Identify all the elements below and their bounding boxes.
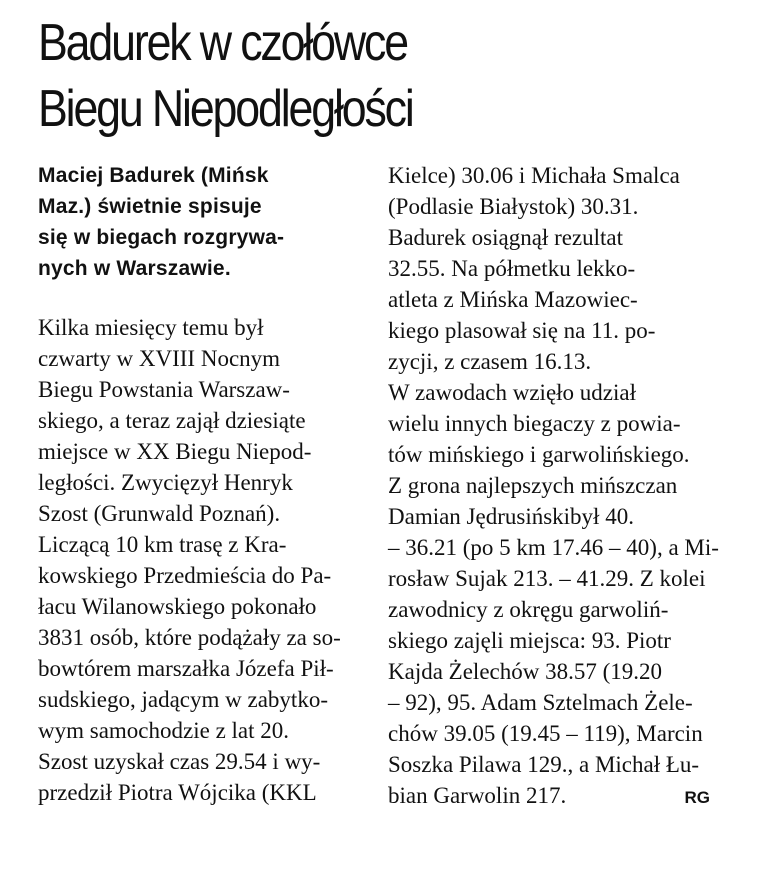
- body-line: Liczącą 10 km trasę z Kra-: [38, 532, 287, 557]
- body-line: – 36.21 (po 5 km 17.46 – 40), a Mi-: [388, 535, 719, 560]
- last-body-line: [388, 780, 710, 811]
- body-line: atleta z Mińska Mazowiec-: [388, 287, 638, 312]
- body-line: Badurek osiągnął rezultat: [388, 225, 624, 250]
- lead-paragraph: [38, 160, 358, 284]
- body-text-left: [38, 312, 358, 808]
- body-line: – 92), 95. Adam Sztelmach Żele-: [388, 690, 693, 715]
- headline: [38, 10, 640, 142]
- body-line: chów 39.05 (19.45 – 119), Marcin: [388, 721, 703, 746]
- lead-line: Maciej Badurek (Mińsk: [38, 164, 269, 187]
- body-line: przedził Piotra Wójcika (KKL: [38, 780, 317, 805]
- body-line: Biegu Powstania Warszaw-: [38, 377, 290, 402]
- author-signature: RG: [684, 788, 710, 807]
- body-line: zycji, z czasem 16.13.: [388, 349, 592, 374]
- body-line: tów mińskiego i garwolińskiego.: [388, 442, 690, 467]
- body-line: W zawodach wzięło udział: [388, 380, 636, 405]
- body-line: bowtórem marszałka Józefa Pił-: [38, 656, 334, 681]
- body-line: bian Garwolin 217.: [388, 783, 567, 808]
- body-line: czwarty w XVIII Nocnym: [38, 346, 281, 371]
- left-column: [38, 160, 358, 808]
- headline-line-2: Biegu Niepodległości: [38, 80, 413, 138]
- body-line: miejsce w XX Biegu Niepod-: [38, 439, 312, 464]
- body-line: rosław Sujak 213. – 41.29. Z kolei: [388, 566, 706, 591]
- body-line: sudskiego, jadącym w zabytko-: [38, 687, 328, 712]
- lead-line: Maz.) świetnie spisuje: [38, 195, 262, 218]
- body-line: Kajda Żelechów 38.57 (19.20: [388, 659, 663, 684]
- body-line: zawodnicy z okręgu garwoliń-: [388, 597, 669, 622]
- body-line: 32.55. Na półmetku lekko-: [388, 256, 636, 281]
- body-line: kiego plasował się na 11. po-: [388, 318, 656, 343]
- body-line: Damian Jędrusińskibył 40.: [388, 504, 634, 529]
- body-line: Soszka Pilawa 129., a Michał Łu-: [388, 752, 700, 777]
- right-column: [388, 160, 719, 811]
- body-line: kowskiego Przedmieścia do Pa-: [38, 563, 332, 588]
- body-line: Z grona najlepszych mińszczan: [388, 473, 678, 498]
- body-line: 3831 osób, które podążały za so-: [38, 625, 341, 650]
- body-line: Kilka miesięcy temu był: [38, 315, 264, 340]
- body-line: ległości. Zwycięzył Henryk: [38, 470, 293, 495]
- body-line: Szost (Grunwald Poznań).: [38, 501, 281, 526]
- lead-line: się w biegach rozgrywa-: [38, 226, 285, 249]
- body-line: Szost uzyskał czas 29.54 i wy-: [38, 749, 321, 774]
- body-line: łacu Wilanowskiego pokonało: [38, 594, 317, 619]
- lead-line: nych w Warszawie.: [38, 257, 231, 280]
- body-line: wym samochodzie z lat 20.: [38, 718, 290, 743]
- body-line: (Podlasie Białystok) 30.31.: [388, 194, 639, 219]
- body-line: Kielce) 30.06 i Michała Smalca: [388, 163, 680, 188]
- body-line: skiego, a teraz zajął dziesiąte: [38, 408, 306, 433]
- headline-line-1: Badurek w czołówce: [38, 14, 407, 72]
- body-line: wielu innych biegaczy z powia-: [388, 411, 681, 436]
- body-line: skiego zajęli miejsca: 93. Piotr: [388, 628, 671, 653]
